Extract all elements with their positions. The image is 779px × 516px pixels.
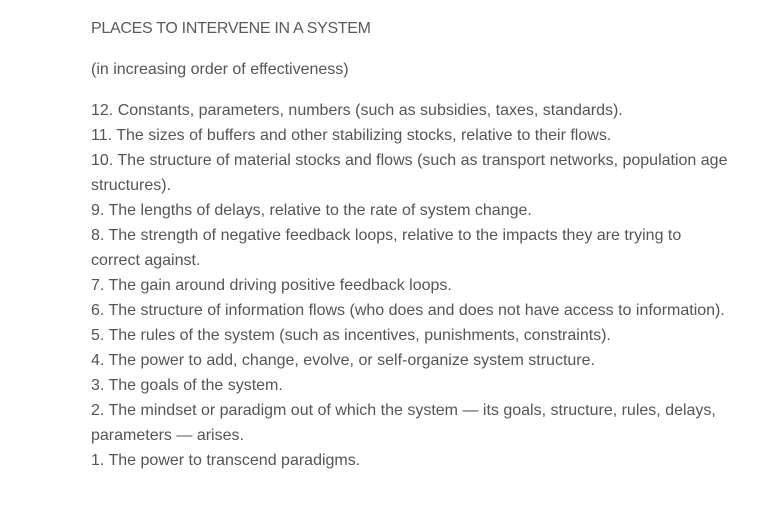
- list-item: 11. The sizes of buffers and other stabilizing stocks, relative to their flows.: [91, 127, 612, 144]
- list-item: 1. The power to transcend paradigms.: [91, 452, 361, 469]
- list-item: 5. The rules of the system (such as incentives, punishments, constraints).: [91, 327, 611, 344]
- list-item: 12. Constants, parameters, numbers (such as subsidies, taxes, standards).: [91, 102, 623, 119]
- list-item: 4. The power to add, change, evolve, or self-organize system structure.: [91, 352, 595, 369]
- list-item: 2. The mindset or paradigm out of which the system — its goals, structure, rules, delays, parameters — arises.: [91, 402, 716, 444]
- list-item: 9. The lengths of delays, relative to the rate of system change.: [91, 202, 532, 219]
- article-subtitle: (in increasing order of effectiveness): [91, 61, 349, 78]
- intervention-list: [91, 98, 729, 473]
- article-heading: PLACES TO INTERVENE IN A SYSTEM: [91, 20, 371, 37]
- list-item: 10. The structure of material stocks and flows (such as transport networks, population age structures).: [91, 152, 728, 194]
- list-item: 3. The goals of the system.: [91, 377, 283, 394]
- list-item: 8. The strength of negative feedback loops, relative to the impacts they are trying to correct against.: [91, 227, 682, 269]
- list-item: 7. The gain around driving positive feedback loops.: [91, 277, 452, 294]
- list-item: 6. The structure of information flows (who does and does not have access to information).: [91, 302, 725, 319]
